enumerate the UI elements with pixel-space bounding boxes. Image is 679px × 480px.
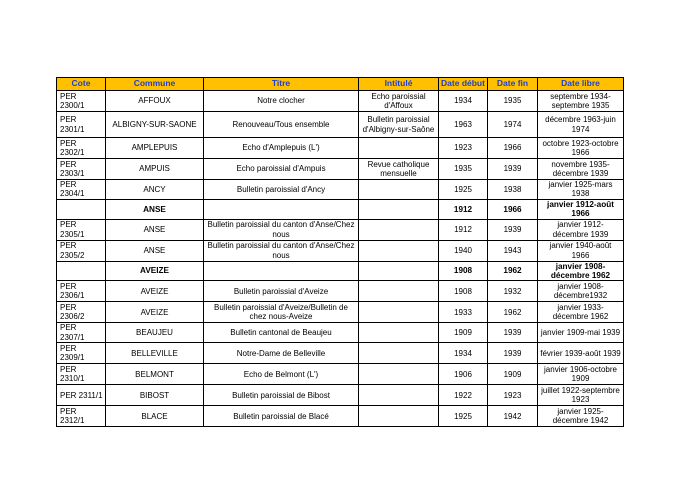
date-fin-cell: 1942 xyxy=(488,406,538,427)
date-fin-cell: 1935 xyxy=(488,91,538,112)
date-debut-cell: 1925 xyxy=(439,180,488,200)
titre-cell: Bulletin paroissial d'Aveize xyxy=(204,281,359,302)
table-row xyxy=(57,240,624,261)
date-libre-cell: janvier 1940-août 1966 xyxy=(538,240,624,261)
cote-cell: PER 2305/1 xyxy=(57,219,106,240)
table-body xyxy=(57,91,624,427)
titre-cell xyxy=(204,199,359,219)
table-row xyxy=(57,219,624,240)
date-debut-cell: 1922 xyxy=(439,385,488,406)
titre-cell xyxy=(204,261,359,281)
cote-cell: PER 2310/1 xyxy=(57,364,106,385)
table-row xyxy=(57,364,624,385)
commune-cell: AVEIZE xyxy=(106,281,204,302)
date-fin-cell: 1966 xyxy=(488,138,538,159)
date-libre-cell: janvier 1925-décembre 1942 xyxy=(538,406,624,427)
intitule-cell xyxy=(359,281,439,302)
date-debut-cell: 1963 xyxy=(439,112,488,138)
date-libre-cell: octobre 1923-octobre 1966 xyxy=(538,138,624,159)
table-row xyxy=(57,385,624,406)
date-fin-cell: 1939 xyxy=(488,159,538,180)
intitule-cell xyxy=(359,180,439,200)
date-libre-cell: janvier 1925-mars 1938 xyxy=(538,180,624,200)
intitule-cell xyxy=(359,138,439,159)
date-fin-cell: 1909 xyxy=(488,364,538,385)
intitule-cell: Revue catholique mensuelle xyxy=(359,159,439,180)
cote-cell: PER 2312/1 xyxy=(57,406,106,427)
titre-cell: Notre clocher xyxy=(204,91,359,112)
titre-cell: Bulletin paroissial d'Aveize/Bulletin de chez nous-Aveize xyxy=(204,302,359,323)
header-intitule: Intitulé xyxy=(359,78,439,91)
header-cote: Cote xyxy=(57,78,106,91)
date-libre-cell: janvier 1912-août 1966 xyxy=(538,199,624,219)
date-debut-cell: 1923 xyxy=(439,138,488,159)
intitule-cell xyxy=(359,240,439,261)
cote-cell: PER 2302/1 xyxy=(57,138,106,159)
table-row xyxy=(57,261,624,281)
cote-cell: PER 2307/1 xyxy=(57,323,106,343)
intitule-cell xyxy=(359,302,439,323)
date-debut-cell: 1933 xyxy=(439,302,488,323)
titre-cell: Renouveau/Tous ensemble xyxy=(204,112,359,138)
date-libre-cell: janvier 1908-décembre 1962 xyxy=(538,261,624,281)
intitule-cell xyxy=(359,323,439,343)
date-fin-cell: 1923 xyxy=(488,385,538,406)
commune-cell: AMPUIS xyxy=(106,159,204,180)
titre-cell: Bulletin paroissial d'Ancy xyxy=(204,180,359,200)
titre-cell: Notre-Dame de Belleville xyxy=(204,343,359,364)
titre-cell: Bulletin cantonal de Beaujeu xyxy=(204,323,359,343)
date-debut-cell: 1906 xyxy=(439,364,488,385)
header-date-libre: Date libre xyxy=(538,78,624,91)
date-libre-cell: décembre 1963-juin 1974 xyxy=(538,112,624,138)
commune-cell: ANSE xyxy=(106,219,204,240)
commune-cell: ANSE xyxy=(106,240,204,261)
catalog-table xyxy=(56,77,624,427)
header-row xyxy=(57,78,624,91)
titre-cell: Echo de Belmont (L') xyxy=(204,364,359,385)
date-fin-cell: 1962 xyxy=(488,302,538,323)
header-titre: Titre xyxy=(204,78,359,91)
table-row xyxy=(57,180,624,200)
date-fin-cell: 1939 xyxy=(488,219,538,240)
date-fin-cell: 1938 xyxy=(488,180,538,200)
titre-cell: Bulletin paroissial de Blacé xyxy=(204,406,359,427)
intitule-cell xyxy=(359,199,439,219)
commune-cell: AFFOUX xyxy=(106,91,204,112)
date-debut-cell: 1912 xyxy=(439,199,488,219)
cote-cell: PER 2309/1 xyxy=(57,343,106,364)
date-fin-cell: 1943 xyxy=(488,240,538,261)
table-row xyxy=(57,343,624,364)
commune-cell: ANSE xyxy=(106,199,204,219)
table-row xyxy=(57,406,624,427)
header-commune: Commune xyxy=(106,78,204,91)
titre-cell: Echo paroissial d'Ampuis xyxy=(204,159,359,180)
cote-cell: PER 2306/1 xyxy=(57,281,106,302)
date-libre-cell: janvier 1909-mai 1939 xyxy=(538,323,624,343)
commune-cell: ALBIGNY-SUR-SAONE xyxy=(106,112,204,138)
date-debut-cell: 1908 xyxy=(439,261,488,281)
commune-cell: BLACE xyxy=(106,406,204,427)
commune-cell: AVEIZE xyxy=(106,302,204,323)
titre-cell: Bulletin paroissial de Bibost xyxy=(204,385,359,406)
date-fin-cell: 1966 xyxy=(488,199,538,219)
intitule-cell: Bulletin paroissial d'Albigny-sur-Saône xyxy=(359,112,439,138)
cote-cell xyxy=(57,199,106,219)
table-row xyxy=(57,323,624,343)
table-row xyxy=(57,138,624,159)
date-fin-cell: 1939 xyxy=(488,343,538,364)
intitule-cell xyxy=(359,406,439,427)
commune-cell: ANCY xyxy=(106,180,204,200)
commune-cell: BELLEVILLE xyxy=(106,343,204,364)
intitule-cell xyxy=(359,261,439,281)
date-debut-cell: 1934 xyxy=(439,343,488,364)
table-row xyxy=(57,302,624,323)
cote-cell: PER 2311/1 xyxy=(57,385,106,406)
cote-cell: PER 2301/1 xyxy=(57,112,106,138)
commune-cell: AMPLEPUIS xyxy=(106,138,204,159)
header-date-debut: Date début xyxy=(439,78,488,91)
commune-cell: BEAUJEU xyxy=(106,323,204,343)
date-debut-cell: 1935 xyxy=(439,159,488,180)
intitule-cell xyxy=(359,364,439,385)
date-debut-cell: 1908 xyxy=(439,281,488,302)
table-row xyxy=(57,199,624,219)
titre-cell: Bulletin paroissial du canton d'Anse/Chez nous xyxy=(204,240,359,261)
titre-cell: Bulletin paroissial du canton d'Anse/Chez nous xyxy=(204,219,359,240)
cote-cell: PER 2300/1 xyxy=(57,91,106,112)
commune-cell: AVEIZE xyxy=(106,261,204,281)
date-libre-cell: janvier 1933-décembre 1962 xyxy=(538,302,624,323)
date-debut-cell: 1925 xyxy=(439,406,488,427)
cote-cell: PER 2303/1 xyxy=(57,159,106,180)
cote-cell: PER 2305/2 xyxy=(57,240,106,261)
date-debut-cell: 1940 xyxy=(439,240,488,261)
table-row xyxy=(57,159,624,180)
date-libre-cell: novembre 1935-décembre 1939 xyxy=(538,159,624,180)
date-debut-cell: 1934 xyxy=(439,91,488,112)
table-row xyxy=(57,112,624,138)
date-libre-cell: janvier 1912-décembre 1939 xyxy=(538,219,624,240)
date-debut-cell: 1912 xyxy=(439,219,488,240)
cote-cell: PER 2306/2 xyxy=(57,302,106,323)
intitule-cell xyxy=(359,343,439,364)
date-libre-cell: janvier 1908-décembre1932 xyxy=(538,281,624,302)
date-fin-cell: 1974 xyxy=(488,112,538,138)
intitule-cell xyxy=(359,385,439,406)
cote-cell xyxy=(57,261,106,281)
date-libre-cell: février 1939-août 1939 xyxy=(538,343,624,364)
table-row xyxy=(57,91,624,112)
cote-cell: PER 2304/1 xyxy=(57,180,106,200)
date-libre-cell: septembre 1934-septembre 1935 xyxy=(538,91,624,112)
titre-cell: Echo d'Amplepuis (L') xyxy=(204,138,359,159)
commune-cell: BIBOST xyxy=(106,385,204,406)
intitule-cell: Echo paroissial d'Affoux xyxy=(359,91,439,112)
commune-cell: BELMONT xyxy=(106,364,204,385)
date-fin-cell: 1962 xyxy=(488,261,538,281)
date-debut-cell: 1909 xyxy=(439,323,488,343)
intitule-cell xyxy=(359,219,439,240)
date-libre-cell: juillet 1922-septembre 1923 xyxy=(538,385,624,406)
date-fin-cell: 1932 xyxy=(488,281,538,302)
date-fin-cell: 1939 xyxy=(488,323,538,343)
table-row xyxy=(57,281,624,302)
date-libre-cell: janvier 1906-octobre 1909 xyxy=(538,364,624,385)
header-date-fin: Date fin xyxy=(488,78,538,91)
